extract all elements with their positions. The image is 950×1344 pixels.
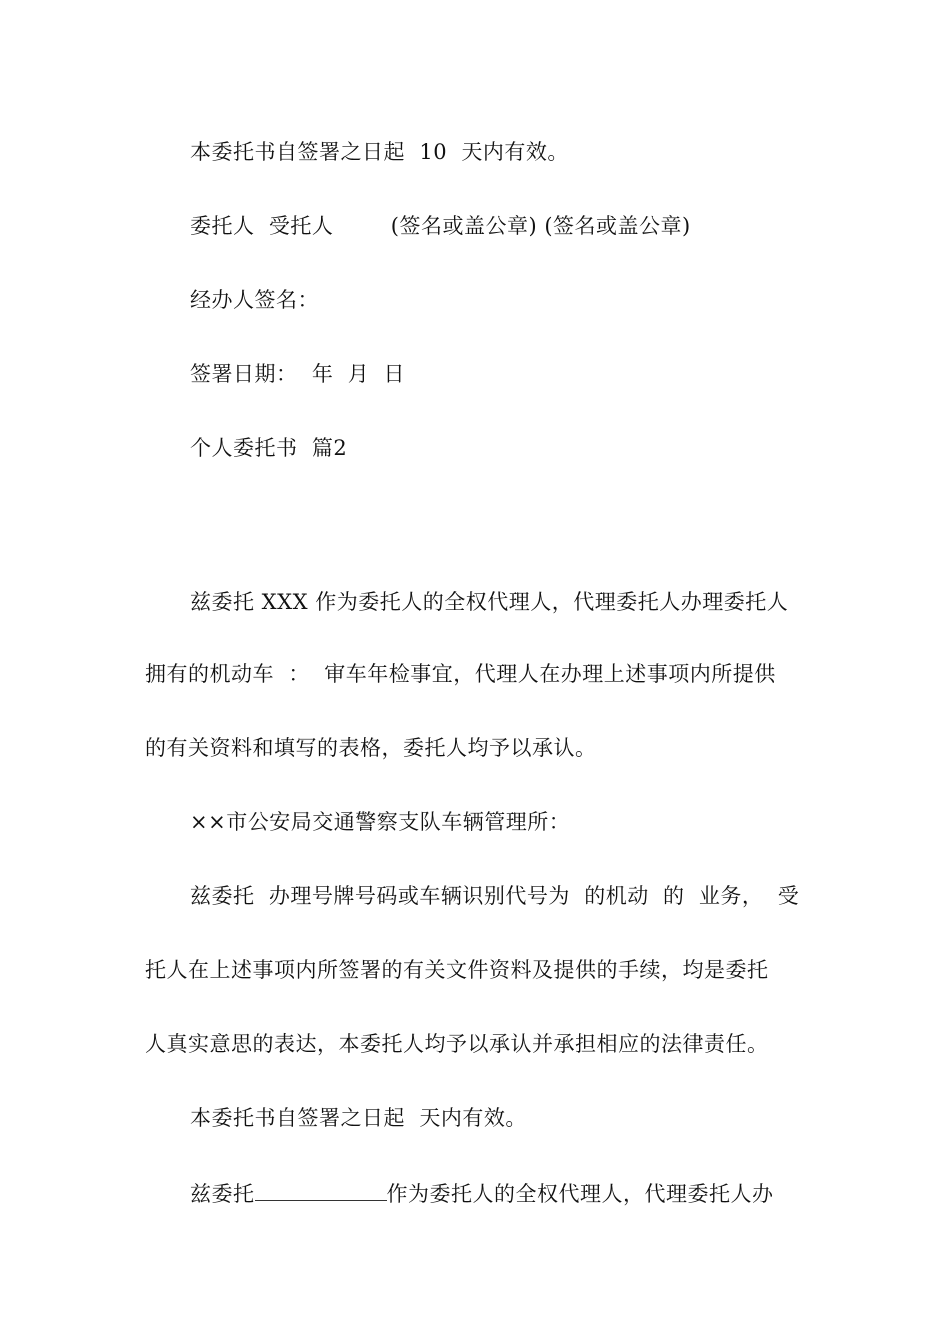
paragraph-2-line-3: 人真实意思的表达，本委托人均予以承认并承担相应的法律责任。 xyxy=(145,1032,769,1056)
paragraph-1-line-3: 的有关资料和填写的表格，委托人均予以承认。 xyxy=(145,736,597,760)
entrust-prefix: 兹委托 xyxy=(190,1182,255,1206)
addressee-line: ××市公安局交通警察支队车辆管理所： xyxy=(190,810,571,834)
paragraph-2-line-1: 兹委托 办理号牌号码或车辆识别代号为 的机动 的 业务， 受 xyxy=(190,884,800,908)
handler-signature-line: 经办人签名： xyxy=(190,288,319,312)
signing-date-line: 签署日期： 年 月 日 xyxy=(190,362,406,386)
entrust-suffix: 作为委托人的全权代理人，代理委托人办 xyxy=(386,1182,774,1206)
section-heading-part2: 个人委托书 篇2 xyxy=(190,436,348,460)
validity-line: 本委托书自签署之日起 天内有效。 xyxy=(190,1106,527,1130)
validity-10-days-line: 本委托书自签署之日起 10 天内有效。 xyxy=(190,140,569,164)
agent-name-blank xyxy=(255,1182,387,1201)
paragraph-3-line-1 xyxy=(190,1182,774,1206)
paragraph-1-line-2: 拥有的机动车 ： 审车年检事宜，代理人在办理上述事项内所提供 xyxy=(145,662,776,686)
signature-parties-line: 委托人 受托人 (签名或盖公章) (签名或盖公章) xyxy=(190,214,691,238)
paragraph-1-line-1: 兹委托 XXX 作为委托人的全权代理人，代理委托人办理委托人 xyxy=(190,590,789,614)
paragraph-2-line-2: 托人在上述事项内所签署的有关文件资料及提供的手续，均是委托 xyxy=(145,958,769,982)
